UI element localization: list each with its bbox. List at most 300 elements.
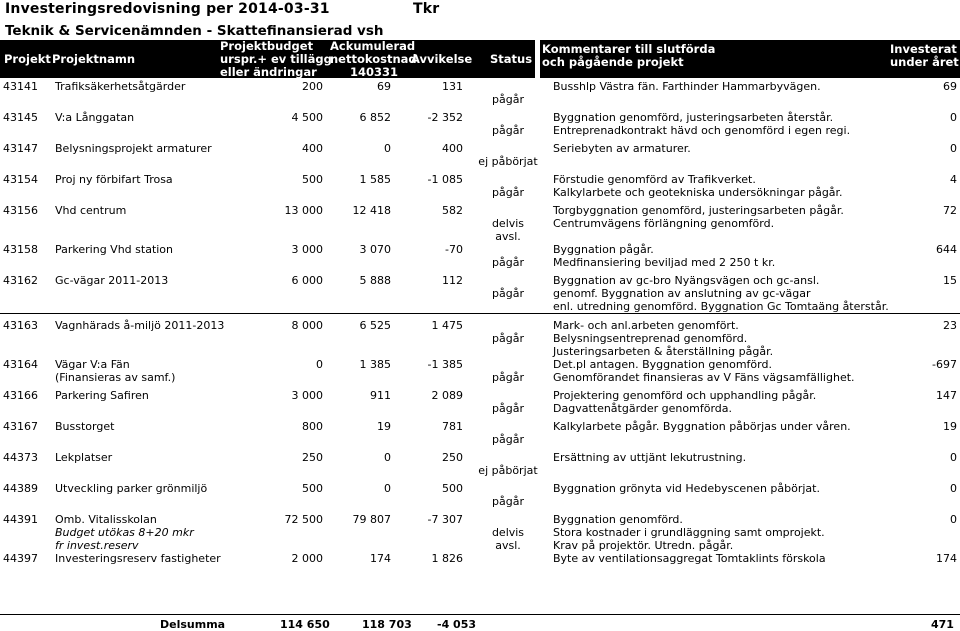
table-row: [0, 358, 960, 371]
table-row: [0, 111, 960, 124]
cell-status: [466, 111, 550, 124]
title-text: Investeringsredovisning per 2014-03-31: [5, 1, 330, 17]
cell-status: [466, 319, 550, 332]
cell-budget: [258, 256, 326, 269]
col-ack-line3: 140331: [350, 65, 399, 79]
cell-ackumulerad: 1 585: [359, 173, 391, 186]
cell-projekt: [0, 155, 52, 168]
cell-kommentar: [550, 93, 892, 106]
table-row: [0, 80, 960, 93]
cell-avvikelse: [394, 186, 466, 199]
cell-ackumulerad: [326, 217, 394, 230]
table-header-right: [540, 40, 960, 78]
cell-budget: 2 000: [291, 552, 323, 565]
cell-investerat: [892, 402, 960, 415]
cell-projektnamn: [52, 345, 258, 358]
cell-avvikelse: [394, 300, 466, 313]
cell-budget: [258, 217, 326, 230]
col-avvikelse: Avvikelse: [411, 52, 473, 66]
cell-avvikelse: [394, 433, 466, 446]
cell-ackumulerad: 0: [384, 482, 391, 495]
cell-projekt: [0, 433, 52, 446]
cell-projekt: 43163: [3, 319, 38, 332]
table-row: [0, 513, 960, 526]
table-row-continued: [0, 287, 960, 300]
totals-row: [0, 614, 960, 630]
cell-projektnamn: Vhd centrum: [55, 204, 127, 217]
table-row: [0, 420, 960, 433]
cell-budget: 4 500: [291, 111, 323, 124]
cell-kommentar: Byggnation av gc-bro Nyängsvägen och gc-ansl.: [553, 274, 820, 287]
table-row: [0, 274, 960, 287]
cell-status: [466, 142, 550, 155]
cell-kommentar: Byggnation grönyta vid Hedebyscenen påbörjat.: [553, 482, 820, 495]
col-investerat-line2: under året: [890, 55, 959, 69]
cell-projektnamn: Utveckling parker grönmiljö: [55, 482, 208, 495]
cell-projekt: [0, 300, 52, 313]
cell-budget: [258, 433, 326, 446]
cell-kommentar: Entreprenadkontrakt hävd och genomförd i egen regi.: [553, 124, 851, 137]
cell-projektnamn: [52, 230, 258, 243]
cell-budget: 400: [302, 142, 323, 155]
cell-ackumulerad: 5 888: [359, 274, 391, 287]
cell-projektnamn: Lekplatser: [55, 451, 113, 464]
cell-budget: 6 000: [291, 274, 323, 287]
col-projekt: Projekt: [4, 52, 51, 66]
cell-projekt: [0, 230, 52, 243]
cell-projekt: 43156: [3, 204, 38, 217]
cell-avvikelse: [394, 287, 466, 300]
cell-investerat: 0: [950, 111, 957, 124]
table-header-left: [0, 40, 535, 78]
cell-ackumulerad: 3 070: [359, 243, 391, 256]
cell-kommentar: Byggnation genomförd, justeringsarbeten återstår.: [553, 111, 834, 124]
cell-investerat: 72: [943, 204, 957, 217]
cell-projektnamn: fr invest.reserv: [55, 539, 139, 552]
cell-status: delvis: [491, 526, 525, 539]
cell-budget: [258, 371, 326, 384]
cell-status: pågår: [492, 124, 524, 137]
table-row: [0, 204, 960, 217]
cell-kommentar: Det.pl antagen. Byggnation genomförd.: [553, 358, 772, 371]
cell-budget: [258, 287, 326, 300]
table-row: [0, 389, 960, 402]
cell-projektnamn: [52, 186, 258, 199]
cell-budget: 72 500: [284, 513, 323, 526]
cell-investerat: [892, 93, 960, 106]
cell-projekt: [0, 526, 52, 539]
table-row-continued: [0, 371, 960, 384]
totals-avvikelse: -4 053: [437, 618, 477, 631]
table-row-continued: [0, 93, 960, 106]
cell-budget: [258, 526, 326, 539]
col-ack-line1: Ackumulerad: [330, 39, 416, 53]
cell-kommentar: Stora kostnader i grundläggning samt omprojekt.: [553, 526, 825, 539]
cell-investerat: 23: [943, 319, 957, 332]
col-budget-line2: urspr.+ ev tillägg: [220, 52, 332, 66]
table-row: [0, 552, 960, 565]
cell-status: [466, 345, 550, 358]
cell-avvikelse: 2 089: [431, 389, 463, 402]
cell-avvikelse: [394, 345, 466, 358]
table-row: [0, 173, 960, 186]
cell-ackumulerad: 79 807: [352, 513, 391, 526]
cell-kommentar: Dagvattenåtgärder genomförda.: [553, 402, 733, 415]
cell-investerat: [892, 371, 960, 384]
cell-budget: [258, 402, 326, 415]
cell-kommentar: genomf. Byggnation av anslutning av gc-vägar: [553, 287, 811, 300]
investment-table-body: [0, 80, 960, 565]
cell-projektnamn: Trafiksäkerhetsåtgärder: [55, 80, 186, 93]
cell-ackumulerad: 0: [384, 142, 391, 155]
investment-table: [0, 80, 960, 565]
cell-avvikelse: -7 307: [427, 513, 463, 526]
cell-investerat: [892, 526, 960, 539]
table-row-continued: [0, 433, 960, 446]
col-budget-line1: Projektbudget: [220, 39, 314, 53]
col-investerat-line1: Investerat: [890, 42, 957, 56]
col-kommentarer-line1: Kommentarer till slutförda: [542, 42, 716, 56]
cell-status: [466, 389, 550, 402]
cell-avvikelse: [394, 155, 466, 168]
cell-ackumulerad: [326, 256, 394, 269]
cell-status: pågår: [492, 287, 524, 300]
cell-projektnamn: Investeringsreserv fastigheter: [55, 552, 221, 565]
cell-avvikelse: 781: [442, 420, 463, 433]
cell-avvikelse: [394, 526, 466, 539]
cell-kommentar: Projektering genomförd och upphandling pågår.: [553, 389, 817, 402]
table-row-continued: [0, 402, 960, 415]
cell-avvikelse: 1 475: [431, 319, 463, 332]
table-row-continued: [0, 345, 960, 358]
table-row-continued: [0, 464, 960, 477]
cell-projekt: 44391: [3, 513, 38, 526]
cell-budget: 13 000: [284, 204, 323, 217]
cell-ackumulerad: [326, 93, 394, 106]
cell-budget: [258, 539, 326, 552]
cell-projektnamn: Budget utökas 8+20 mkr: [55, 526, 194, 539]
cell-projektnamn: Vägar V:a Fän: [55, 358, 130, 371]
cell-budget: [258, 93, 326, 106]
cell-budget: [258, 155, 326, 168]
cell-kommentar: Kalkylarbete pågår. Byggnation påbörjas under våren.: [553, 420, 851, 433]
table-row-continued: [0, 186, 960, 199]
cell-investerat: 15: [943, 274, 957, 287]
cell-ackumulerad: [326, 526, 394, 539]
cell-status: ej påbörjat: [478, 155, 538, 168]
cell-projekt: 44397: [3, 552, 38, 565]
cell-status: [466, 204, 550, 217]
cell-avvikelse: 131: [442, 80, 463, 93]
report-subtitle: Teknik & Servicenämnden - Skattefinansierad vsh: [5, 23, 384, 39]
cell-ackumulerad: [326, 345, 394, 358]
cell-status: avsl.: [495, 230, 521, 243]
cell-ackumulerad: [326, 332, 394, 345]
cell-status: [466, 274, 550, 287]
cell-ackumulerad: [326, 287, 394, 300]
table-row-continued: [0, 495, 960, 508]
cell-investerat: [892, 186, 960, 199]
cell-avvikelse: [394, 539, 466, 552]
cell-projektnamn: [52, 464, 258, 477]
cell-projekt: 43164: [3, 358, 38, 371]
cell-budget: [258, 345, 326, 358]
cell-projekt: [0, 124, 52, 137]
cell-ackumulerad: [326, 155, 394, 168]
cell-budget: [258, 495, 326, 508]
cell-projekt: 44389: [3, 482, 38, 495]
cell-investerat: [892, 155, 960, 168]
cell-budget: 500: [302, 482, 323, 495]
cell-status: [466, 300, 550, 313]
cell-investerat: [892, 539, 960, 552]
totals-ack: 118 703: [362, 618, 412, 631]
cell-ackumulerad: [326, 402, 394, 415]
cell-kommentar: Justeringsarbeten & återställning pågår.: [553, 345, 774, 358]
cell-investerat: 0: [950, 482, 957, 495]
cell-kommentar: Busshlp Västra fän. Farthinder Hammarbyvägen.: [553, 80, 821, 93]
cell-kommentar: Centrumvägens förlängning genomförd.: [553, 217, 775, 230]
table-row-continued: [0, 539, 960, 552]
cell-status: avsl.: [495, 539, 521, 552]
cell-status: pågår: [492, 93, 524, 106]
cell-ackumulerad: 174: [370, 552, 391, 565]
cell-projektnamn: [52, 256, 258, 269]
cell-avvikelse: -2 352: [427, 111, 463, 124]
totals-budget: 114 650: [280, 618, 330, 631]
cell-projektnamn: [52, 402, 258, 415]
cell-kommentar: [550, 495, 892, 508]
cell-projekt: 43147: [3, 142, 38, 155]
cell-kommentar: Seriebyten av armaturer.: [553, 142, 691, 155]
cell-budget: [258, 230, 326, 243]
cell-investerat: 0: [950, 513, 957, 526]
cell-projekt: [0, 464, 52, 477]
cell-projekt: [0, 402, 52, 415]
cell-status: [466, 173, 550, 186]
cell-budget: 250: [302, 451, 323, 464]
cell-ackumulerad: 6 852: [359, 111, 391, 124]
cell-kommentar: [550, 155, 892, 168]
cell-kommentar: Byte av ventilationsaggregat Tomtaklints förskola: [553, 552, 826, 565]
cell-projektnamn: Omb. Vitalisskolan: [55, 513, 157, 526]
cell-projektnamn: [52, 93, 258, 106]
cell-avvikelse: 582: [442, 204, 463, 217]
cell-investerat: -697: [932, 358, 957, 371]
cell-projekt: 43162: [3, 274, 38, 287]
cell-avvikelse: [394, 332, 466, 345]
cell-ackumulerad: 12 418: [352, 204, 391, 217]
cell-projektnamn: [52, 287, 258, 300]
cell-investerat: 0: [950, 142, 957, 155]
cell-avvikelse: [394, 93, 466, 106]
cell-budget: 500: [302, 173, 323, 186]
cell-projekt: [0, 495, 52, 508]
cell-investerat: 644: [936, 243, 957, 256]
cell-projektnamn: Proj ny förbifart Trosa: [55, 173, 173, 186]
table-row-continued: [0, 526, 960, 539]
table-row: [0, 319, 960, 332]
cell-investerat: 19: [943, 420, 957, 433]
cell-avvikelse: 500: [442, 482, 463, 495]
cell-budget: 800: [302, 420, 323, 433]
cell-projektnamn: [52, 332, 258, 345]
cell-status: [466, 358, 550, 371]
cell-projektnamn: [52, 433, 258, 446]
table-row: [0, 142, 960, 155]
cell-projektnamn: [52, 155, 258, 168]
cell-projektnamn: V:a Långgatan: [55, 111, 135, 124]
cell-avvikelse: [394, 371, 466, 384]
cell-kommentar: Belysningsentreprenad genomförd.: [553, 332, 748, 345]
cell-budget: [258, 464, 326, 477]
cell-budget: 200: [302, 80, 323, 93]
cell-kommentar: Byggnation pågår.: [553, 243, 654, 256]
cell-investerat: 174: [936, 552, 957, 565]
cell-budget: 3 000: [291, 389, 323, 402]
cell-budget: [258, 300, 326, 313]
cell-avvikelse: -1 385: [427, 358, 463, 371]
cell-projekt: [0, 345, 52, 358]
cell-ackumulerad: [326, 124, 394, 137]
cell-avvikelse: [394, 230, 466, 243]
table-row-continued: [0, 217, 960, 230]
cell-status: pågår: [492, 332, 524, 345]
cell-investerat: [892, 256, 960, 269]
cell-kommentar: Byggnation genomförd.: [553, 513, 683, 526]
cell-projekt: 43141: [3, 80, 38, 93]
cell-kommentar: [550, 433, 892, 446]
table-row: [0, 451, 960, 464]
cell-investerat: 69: [943, 80, 957, 93]
cell-ackumulerad: [326, 464, 394, 477]
cell-budget: 8 000: [291, 319, 323, 332]
cell-budget: [258, 186, 326, 199]
report-title: [5, 1, 440, 17]
cell-kommentar: Genomförandet finansieras av V Fäns vägsamfällighet.: [553, 371, 855, 384]
cell-ackumulerad: [326, 300, 394, 313]
cell-projekt: 43167: [3, 420, 38, 433]
cell-projektnamn: [52, 300, 258, 313]
cell-projekt: 43166: [3, 389, 38, 402]
table-row-continued: [0, 300, 960, 313]
cell-budget: 3 000: [291, 243, 323, 256]
cell-ackumulerad: 69: [377, 80, 391, 93]
cell-avvikelse: [394, 217, 466, 230]
cell-projektnamn: Parkering Vhd station: [55, 243, 174, 256]
cell-status: ej påbörjat: [478, 464, 538, 477]
cell-status: pågår: [492, 402, 524, 415]
col-kommentarer-line2: och pågående projekt: [542, 55, 684, 69]
cell-status: [466, 482, 550, 495]
cell-budget: 0: [316, 358, 323, 371]
cell-ackumulerad: [326, 539, 394, 552]
table-row-continued: [0, 230, 960, 243]
cell-investerat: [892, 300, 960, 313]
cell-avvikelse: 112: [442, 274, 463, 287]
cell-projektnamn: (Finansieras av samf.): [55, 371, 176, 384]
cell-status: pågår: [492, 256, 524, 269]
cell-projekt: [0, 371, 52, 384]
cell-ackumulerad: [326, 433, 394, 446]
cell-kommentar: [550, 230, 892, 243]
cell-projekt: [0, 256, 52, 269]
col-ack-line2: nettokostnad: [330, 52, 417, 66]
cell-status: [466, 80, 550, 93]
currency-label: Tkr: [413, 1, 440, 17]
cell-projektnamn: [52, 124, 258, 137]
cell-ackumulerad: [326, 230, 394, 243]
cell-investerat: [892, 287, 960, 300]
table-row-continued: [0, 155, 960, 168]
cell-investerat: [892, 332, 960, 345]
cell-avvikelse: -1 085: [427, 173, 463, 186]
cell-status: [466, 420, 550, 433]
cell-kommentar: Kalkylarbete och geotekniska undersökningar pågår.: [553, 186, 843, 199]
cell-projektnamn: Vagnhärads å-miljö 2011-2013: [55, 319, 225, 332]
cell-projekt: [0, 287, 52, 300]
cell-avvikelse: 400: [442, 142, 463, 155]
cell-avvikelse: 250: [442, 451, 463, 464]
cell-projekt: 43145: [3, 111, 38, 124]
cell-status: pågår: [492, 371, 524, 384]
table-row: [0, 243, 960, 256]
cell-investerat: [892, 464, 960, 477]
cell-status: [466, 451, 550, 464]
cell-investerat: [892, 433, 960, 446]
cell-ackumulerad: 6 525: [359, 319, 391, 332]
cell-investerat: 4: [950, 173, 957, 186]
cell-avvikelse: [394, 402, 466, 415]
cell-status: pågår: [492, 186, 524, 199]
cell-investerat: [892, 217, 960, 230]
cell-status: [466, 243, 550, 256]
cell-avvikelse: [394, 495, 466, 508]
cell-projektnamn: [52, 217, 258, 230]
cell-kommentar: [550, 464, 892, 477]
cell-status: pågår: [492, 495, 524, 508]
cell-avvikelse: 1 826: [431, 552, 463, 565]
cell-projekt: [0, 217, 52, 230]
cell-avvikelse: -70: [445, 243, 463, 256]
cell-projekt: 43154: [3, 173, 38, 186]
totals-label: Delsumma: [160, 618, 226, 631]
cell-kommentar: Krav på projektör. Utredn. pågår.: [553, 539, 734, 552]
cell-kommentar: enl. utredning genomförd. Byggnation Gc Tomtaäng återstår.: [553, 300, 889, 313]
cell-status: [466, 552, 550, 565]
cell-status: delvis: [491, 217, 525, 230]
cell-ackumulerad: 911: [370, 389, 391, 402]
table-row-continued: [0, 256, 960, 269]
table-row: [0, 482, 960, 495]
col-status: Status: [490, 52, 533, 66]
cell-kommentar: Mark- och anl.arbeten genomfört.: [553, 319, 739, 332]
cell-investerat: [892, 495, 960, 508]
totals-investerat: 471: [931, 618, 954, 631]
cell-kommentar: Förstudie genomförd av Trafikverket.: [553, 173, 756, 186]
cell-projektnamn: Gc-vägar 2011-2013: [55, 274, 169, 287]
table-row-continued: [0, 124, 960, 137]
cell-budget: [258, 332, 326, 345]
cell-projekt: [0, 93, 52, 106]
col-budget-line3: eller ändringar: [220, 65, 317, 79]
cell-ackumulerad: 0: [384, 451, 391, 464]
cell-ackumulerad: [326, 186, 394, 199]
cell-kommentar: Medfinansiering beviljad med 2 250 t kr.: [553, 256, 776, 269]
cell-projekt: 44373: [3, 451, 38, 464]
table-row-continued: [0, 332, 960, 345]
cell-ackumulerad: [326, 495, 394, 508]
